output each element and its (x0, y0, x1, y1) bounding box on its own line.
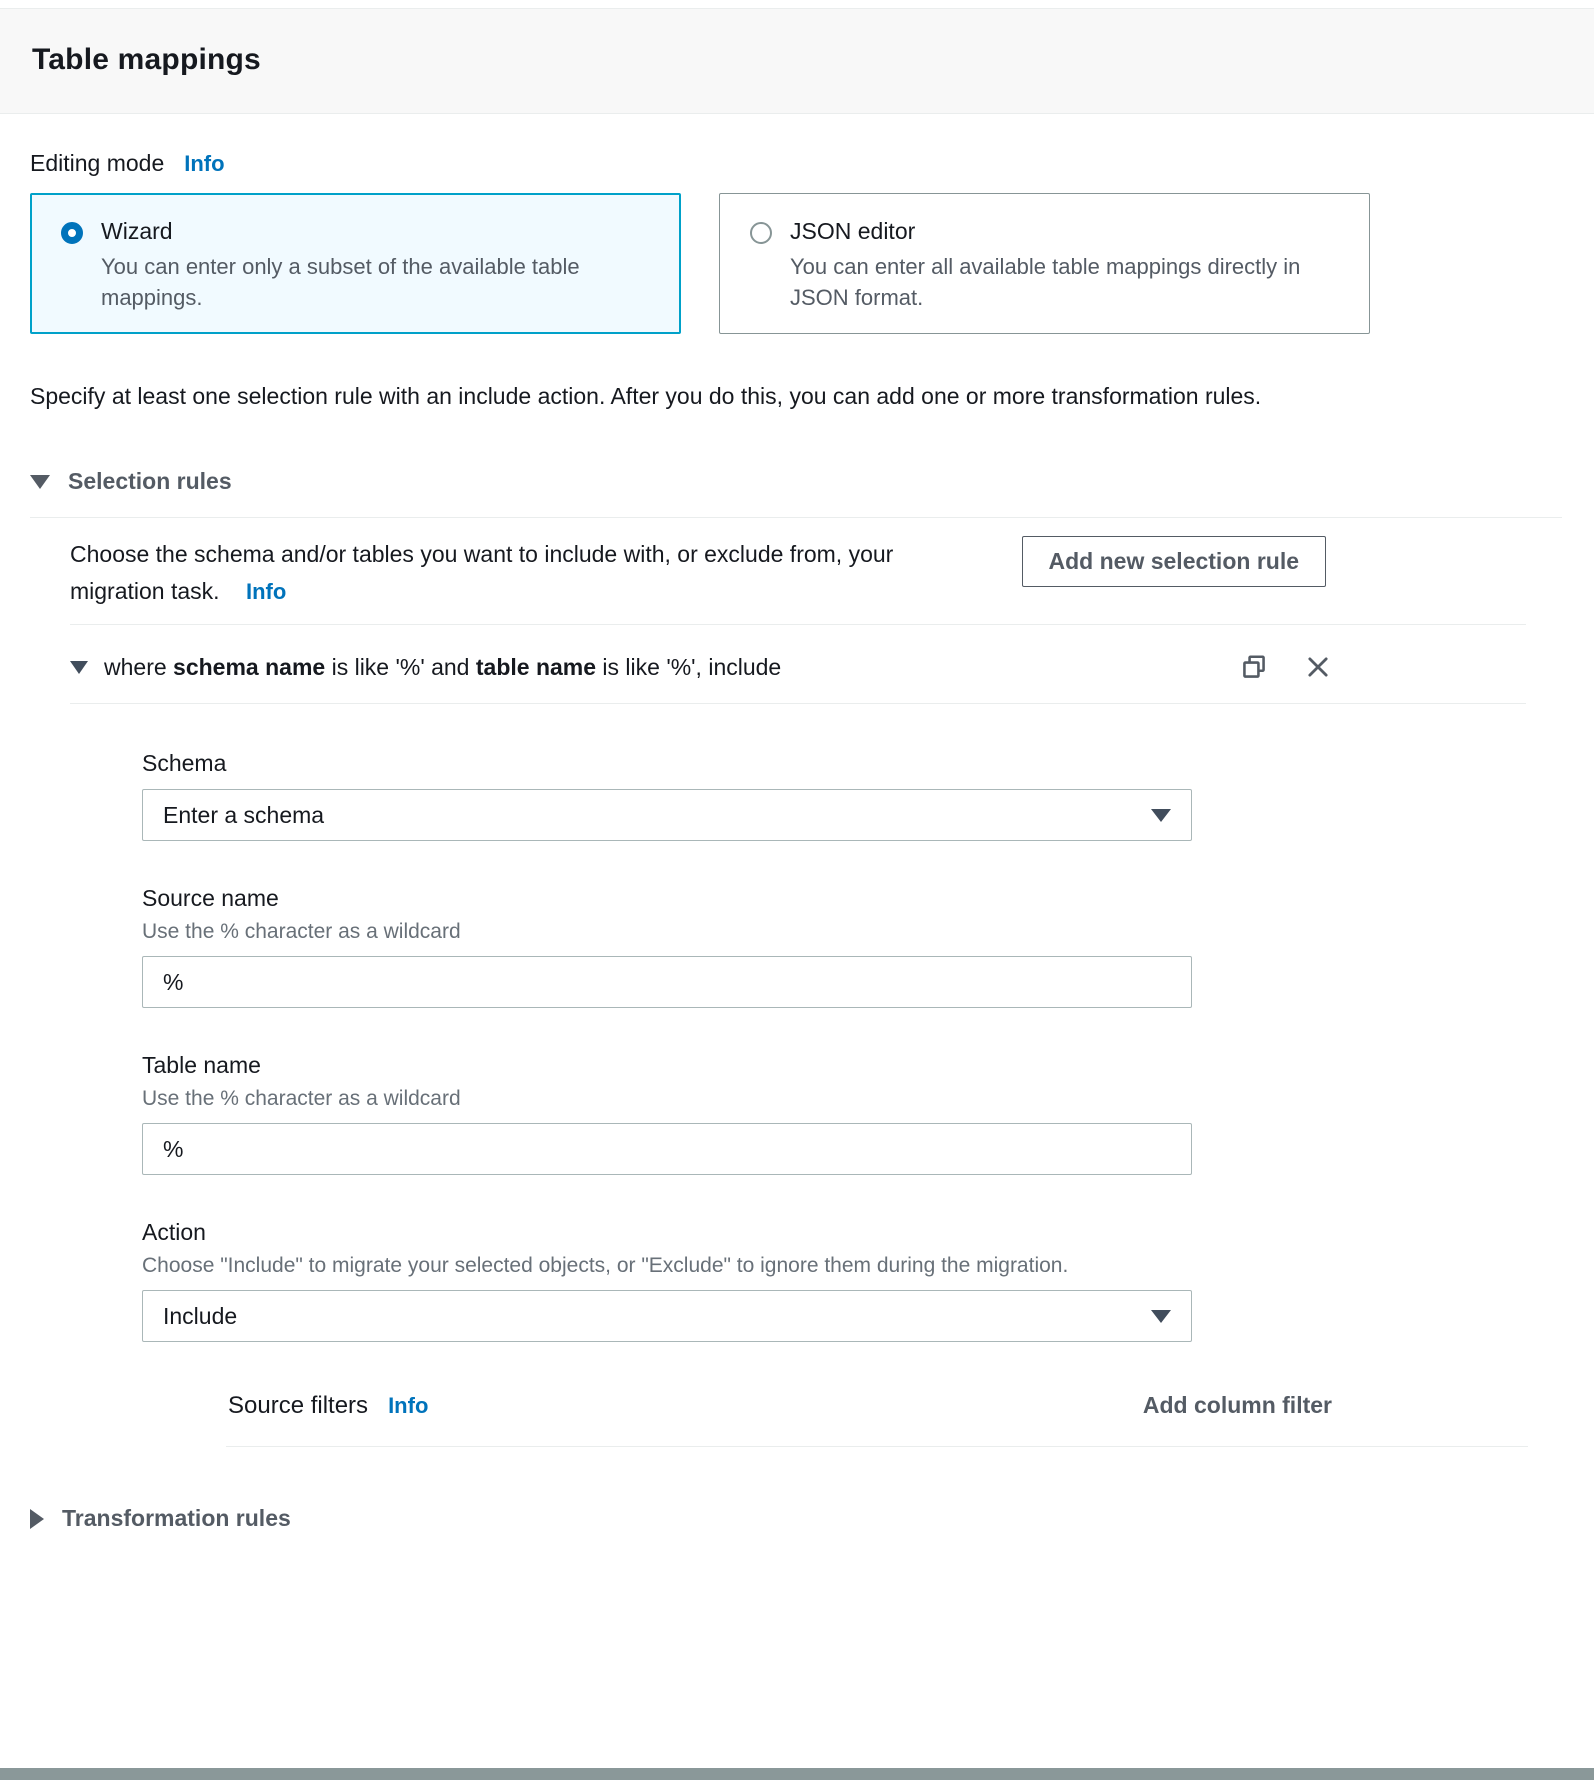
rule-form (142, 750, 1564, 1342)
rule-summary-suffix: is like '%', include (596, 653, 782, 680)
schema-select-value: Enter a schema (163, 801, 325, 828)
rule-actions (1240, 653, 1332, 681)
selection-rules-description (70, 536, 976, 610)
table-mappings-panel (0, 114, 1594, 1532)
table-name-input[interactable] (142, 1123, 1192, 1175)
remove-rule-button[interactable] (1304, 653, 1332, 681)
rule-divider (70, 703, 1526, 704)
schema-field (142, 750, 1564, 841)
selection-rules-description-row (70, 536, 1326, 610)
editing-mode-option-wizard[interactable] (30, 193, 681, 334)
table-name-field (142, 1052, 1564, 1175)
transformation-rules-title: Transformation rules (62, 1505, 291, 1531)
radio-unselected-icon[interactable] (750, 222, 772, 244)
action-help: Choose "Include" to migrate your selected objects, or "Exclude" to ignore them during the migration. (142, 1254, 1069, 1277)
action-select[interactable] (142, 1290, 1192, 1342)
source-filters-info-link[interactable]: Info (388, 1393, 429, 1418)
add-selection-rule-button[interactable]: Add new selection rule (1022, 536, 1327, 587)
selection-rules-header[interactable] (30, 468, 1564, 495)
wizard-option-body (101, 218, 581, 313)
selection-rules-description-text: Choose the schema and/or tables you want to include with, or exclude from, your migration task. (70, 541, 894, 604)
table-name-help: Use the % character as a wildcard (142, 1087, 461, 1110)
selection-rules-body (70, 536, 1564, 1447)
schema-select[interactable] (142, 789, 1192, 841)
rule-summary (104, 654, 781, 681)
editing-mode-label: Editing mode (30, 150, 165, 176)
page-header (0, 8, 1594, 114)
rule-summary-table-name: table name (475, 653, 597, 680)
selection-rules-section (30, 468, 1564, 1447)
add-column-filter-button[interactable]: Add column filter (1142, 1392, 1332, 1418)
caret-down-icon (30, 475, 50, 489)
action-field (142, 1219, 1564, 1342)
editing-mode-option-json-editor[interactable] (719, 193, 1370, 334)
selection-rules-title: Selection rules (68, 468, 232, 494)
copy-icon (1240, 653, 1268, 681)
editing-mode-options (30, 193, 1564, 334)
source-filters-divider (226, 1446, 1528, 1447)
top-strip (0, 0, 1594, 8)
json-editor-option-body (790, 218, 1306, 313)
wizard-option-label: Wizard (101, 218, 173, 244)
selection-rule (70, 653, 1564, 1447)
caret-right-icon (30, 1509, 44, 1529)
intro-text: Specify at least one selection rule with an include action. After you do this, you can add one or more transformation rules. (30, 383, 1262, 409)
json-editor-option-label: JSON editor (790, 218, 916, 244)
section-divider (30, 517, 1562, 518)
action-label: Action (142, 1219, 206, 1245)
rule-summary-mid: is like '%' and (325, 653, 476, 680)
page-title: Table mappings (32, 43, 261, 76)
action-select-value: Include (163, 1302, 238, 1329)
source-name-label: Source name (142, 885, 279, 911)
chevron-down-icon (1151, 809, 1171, 822)
source-filters-row (228, 1392, 1332, 1420)
source-name-input[interactable] (142, 956, 1192, 1008)
source-filters-label: Source filters (228, 1392, 369, 1419)
selection-rule-header (70, 653, 1332, 681)
editing-mode-info-link[interactable]: Info (184, 151, 225, 176)
schema-label: Schema (142, 750, 227, 776)
wizard-option-description: You can enter only a subset of the available table mappings. (101, 254, 580, 310)
transformation-rules-header[interactable] (30, 1505, 1564, 1532)
editing-mode-label-row (30, 150, 1564, 177)
close-icon (1304, 653, 1332, 681)
rule-expand-caret-icon[interactable] (70, 661, 88, 674)
source-name-help: Use the % character as a wildcard (142, 920, 461, 943)
rules-divider (70, 624, 1526, 625)
json-editor-option-description: You can enter all available table mappings directly in JSON format. (790, 254, 1301, 310)
radio-selected-icon[interactable] (61, 222, 83, 244)
rule-summary-prefix: where (104, 653, 174, 680)
selection-rules-info-link[interactable]: Info (245, 579, 287, 604)
footer-bar (0, 1768, 1594, 1780)
chevron-down-icon (1151, 1310, 1171, 1323)
duplicate-rule-button[interactable] (1240, 653, 1268, 681)
rule-summary-schema-name: schema name (173, 653, 326, 680)
source-filters-section (228, 1392, 1564, 1447)
table-name-label: Table name (142, 1052, 261, 1078)
source-name-field (142, 885, 1564, 1008)
